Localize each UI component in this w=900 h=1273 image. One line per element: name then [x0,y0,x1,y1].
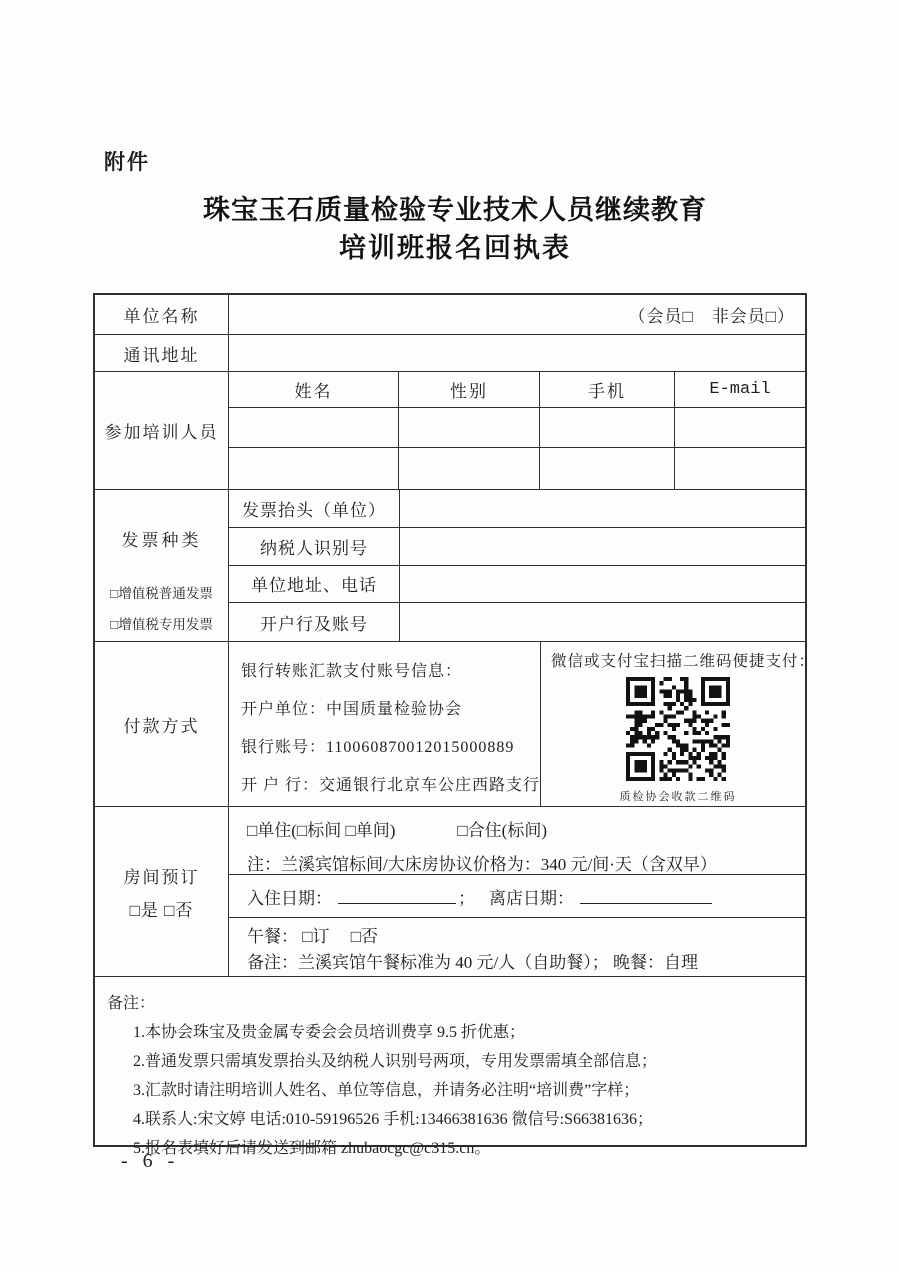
participant-row [229,448,805,489]
participants-subtable [229,372,805,489]
bank-info-title: 银行转账汇款支付账号信息： [241,663,463,680]
account-number-text: 银行账号：110060870012015000889 [241,739,515,756]
bank-branch-text: 开 户 行：交通银行北京车公庄西路支行 [241,777,541,794]
notes-label: 备注： [107,995,156,1012]
qr-payment-section [541,642,815,806]
participant-cell [675,408,805,448]
meal-note: 备注：兰溪宾馆午餐标准为 40 元/人（自助餐）； 晚餐：自理 [247,953,698,972]
qr-payment-title: 微信或支付宝扫描二维码便捷支付： [551,653,816,670]
participant-cell [229,408,399,448]
invoice-type-cell [95,490,229,641]
participant-cell [229,448,399,489]
participant-cell [540,408,675,448]
registration-form-table [93,293,816,1157]
occupancy-shared-option: □合住(标间) [457,821,547,840]
participant-row [229,408,805,449]
page-number: - 6 - [121,1150,180,1172]
note-item: 5.报名表填好后请发送到邮箱 zhubaocgc@c315.cn。 [133,1140,491,1157]
unit-name-value-cell [229,295,805,334]
date-separator: ； [458,888,475,908]
invoice-field-title-value [400,490,805,527]
participant-cell [675,448,805,489]
row-room-reservation [95,807,805,977]
room-price-note: 注：兰溪宾馆标间/大床房协议价格为：340 元/间·天（含双早） [247,855,717,874]
row-address [95,335,805,372]
participant-cell [399,448,540,489]
invoice-field-bank-value [400,603,805,641]
room-occupancy-row [229,807,805,875]
document-title-line1: 珠宝玉石质量检验专业技术人员继续教育 [203,195,707,225]
room-reservation-label: 房间预订 [123,867,200,887]
invoice-field-address-label: 单位地址、电话 [229,566,400,603]
payment-method-label: 付款方式 [95,642,229,806]
participants-label: 参加培训人员 [95,372,229,489]
checkin-underline [338,888,456,904]
note-item: 4.联系人:宋文婷 电话:010-59196526 手机:13466381636 微信号:S66381636； [133,1111,654,1128]
row-invoice [95,490,805,642]
invoice-option-special: □增值税专用发票 [110,617,213,632]
room-meals-row [229,918,805,976]
address-label: 通讯地址 [95,335,229,371]
document-title-line2: 培训班报名回执表 [339,233,571,263]
occupancy-single-option: □单住(□标间 □单间) [247,821,396,840]
address-value-cell [229,335,805,371]
row-notes [95,977,805,1157]
checkout-underline [580,888,712,904]
column-header-email: E-mail [709,379,771,399]
room-dates-row [229,875,805,918]
invoice-type-label: 发票种类 [121,531,202,550]
membership-checkboxes: （会员□ 非会员□） [628,307,795,326]
invoice-field-address-value [400,566,805,603]
qr-caption: 质检协会收款二维码 [619,791,737,803]
note-item: 3.汇款时请注明培训人姓名、单位等信息，并请务必注明“培训费”字样； [133,1082,640,1099]
account-holder-text: 开户单位：中国质量检验协会 [241,701,463,718]
participants-header-row [229,372,805,408]
qr-code-image [626,677,730,781]
invoice-field-taxid-value [400,528,805,565]
invoice-option-ordinary: □增值税普通发票 [110,586,213,601]
lunch-checkboxes: 午餐： □订 □否 [247,927,379,946]
row-unit-name [95,295,805,335]
notes-section [95,977,671,1157]
invoice-fields-subtable [229,490,805,641]
attachment-label: 附件 [104,150,150,174]
row-participants [95,372,805,490]
room-details-subtable [229,807,805,976]
room-reservation-cell [95,807,229,976]
unit-name-label: 单位名称 [95,295,229,334]
occupancy-options [247,816,805,841]
checkin-label: 入住日期： [247,888,332,908]
row-payment [95,642,816,807]
participant-cell [399,408,540,448]
column-header-name: 姓名 [229,372,399,407]
invoice-field-row [229,490,805,528]
participant-cell [540,448,675,489]
checkout-label: 离店日期： [489,888,574,908]
column-header-phone: 手机 [540,372,675,407]
qr-code [541,677,815,786]
invoice-field-title-label: 发票抬头（单位） [229,490,400,527]
note-item: 1.本协会珠宝及贵金属专委会会员培训费享 9.5 折优惠； [133,1024,526,1041]
invoice-field-row [229,566,805,604]
bank-transfer-info [229,642,541,806]
column-header-gender: 性别 [399,372,540,407]
notes-list [133,1018,657,1163]
note-item: 2.普通发票只需填发票抬头及纳税人识别号两项，专用发票需填全部信息； [133,1053,658,1070]
invoice-field-bank-label: 开户行及账号 [229,603,400,641]
invoice-field-taxid-label: 纳税人识别号 [229,528,400,565]
room-yes-no-checkboxes: □是 □否 [129,900,194,920]
invoice-field-row [229,603,805,641]
invoice-field-row [229,528,805,566]
